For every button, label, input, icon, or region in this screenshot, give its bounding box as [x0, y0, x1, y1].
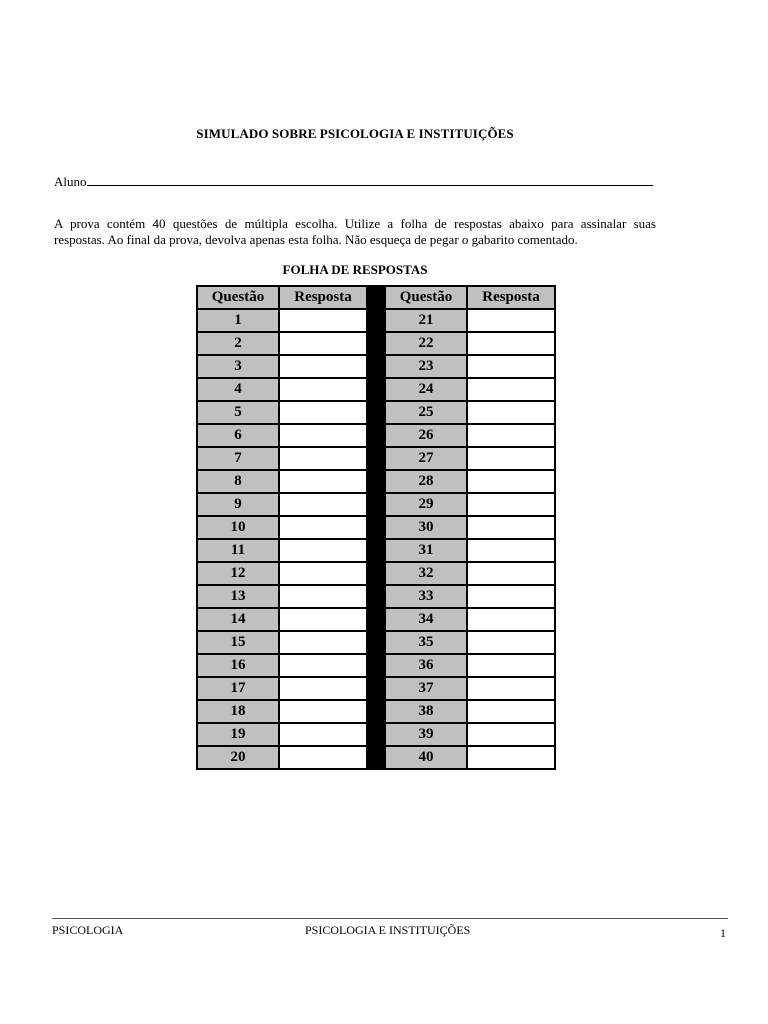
- question-number-cell: 6: [197, 424, 279, 447]
- question-number-cell: 25: [385, 401, 467, 424]
- table-row: [197, 608, 555, 631]
- question-number-cell: 11: [197, 539, 279, 562]
- column-separator: [367, 631, 385, 654]
- question-number-cell: 17: [197, 677, 279, 700]
- question-number-cell: 18: [197, 700, 279, 723]
- question-number-cell: 34: [385, 608, 467, 631]
- answer-cell[interactable]: [467, 332, 555, 355]
- answer-cell[interactable]: [467, 608, 555, 631]
- student-name-line[interactable]: [87, 173, 653, 186]
- question-number-cell: 40: [385, 746, 467, 769]
- instructions-line-1: A prova contém 40 questões de múltipla escolha. Utilize a folha de respostas abaixo para assinalar suas: [54, 216, 656, 231]
- column-separator: [367, 447, 385, 470]
- column-separator: [367, 562, 385, 585]
- question-number-cell: 32: [385, 562, 467, 585]
- question-number-cell: 29: [385, 493, 467, 516]
- answer-cell[interactable]: [279, 447, 367, 470]
- table-row: [197, 585, 555, 608]
- answer-cell[interactable]: [279, 562, 367, 585]
- answer-sheet-title: FOLHA DE RESPOSTAS: [282, 262, 428, 277]
- question-number-cell: 5: [197, 401, 279, 424]
- header-question-left: Questão: [197, 286, 279, 309]
- answer-cell[interactable]: [467, 700, 555, 723]
- table-row: [197, 355, 555, 378]
- answer-cell[interactable]: [467, 723, 555, 746]
- answer-cell[interactable]: [279, 539, 367, 562]
- table-row: [197, 677, 555, 700]
- answer-cell[interactable]: [279, 332, 367, 355]
- column-separator: [367, 654, 385, 677]
- answer-cell[interactable]: [279, 470, 367, 493]
- table-row: [197, 401, 555, 424]
- table-row: [197, 746, 555, 769]
- column-separator: [367, 700, 385, 723]
- answer-cell[interactable]: [467, 654, 555, 677]
- answer-cell[interactable]: [467, 447, 555, 470]
- question-number-cell: 36: [385, 654, 467, 677]
- answer-cell[interactable]: [279, 424, 367, 447]
- table-row: [197, 470, 555, 493]
- question-number-cell: 35: [385, 631, 467, 654]
- column-separator: [367, 585, 385, 608]
- question-number-cell: 33: [385, 585, 467, 608]
- answer-table-body: [197, 309, 555, 769]
- question-number-cell: 2: [197, 332, 279, 355]
- table-row: [197, 309, 555, 332]
- footer-left-text: PSICOLOGIA: [52, 923, 124, 937]
- answer-cell[interactable]: [467, 355, 555, 378]
- question-number-cell: 4: [197, 378, 279, 401]
- document-title: SIMULADO SOBRE PSICOLOGIA E INSTITUIÇÕES: [196, 126, 514, 141]
- table-row: [197, 631, 555, 654]
- question-number-cell: 10: [197, 516, 279, 539]
- table-row: [197, 516, 555, 539]
- answer-cell[interactable]: [279, 516, 367, 539]
- student-name-field[interactable]: [54, 173, 653, 190]
- table-row: [197, 539, 555, 562]
- page-number: 1: [720, 926, 726, 940]
- question-number-cell: 24: [385, 378, 467, 401]
- column-separator: [367, 539, 385, 562]
- question-number-cell: 39: [385, 723, 467, 746]
- answer-cell[interactable]: [467, 516, 555, 539]
- table-row: [197, 424, 555, 447]
- question-number-cell: 1: [197, 309, 279, 332]
- question-number-cell: 21: [385, 309, 467, 332]
- answer-cell[interactable]: [279, 723, 367, 746]
- answer-cell[interactable]: [467, 631, 555, 654]
- table-row: [197, 562, 555, 585]
- answer-table: [196, 285, 556, 770]
- question-number-cell: 8: [197, 470, 279, 493]
- question-number-cell: 26: [385, 424, 467, 447]
- table-row: [197, 447, 555, 470]
- column-separator: [367, 332, 385, 355]
- answer-cell[interactable]: [467, 677, 555, 700]
- answer-cell[interactable]: [279, 355, 367, 378]
- question-number-cell: 31: [385, 539, 467, 562]
- column-separator: [367, 677, 385, 700]
- answer-cell[interactable]: [279, 746, 367, 769]
- column-separator: [367, 309, 385, 332]
- footer-center-text: PSICOLOGIA E INSTITUIÇÕES: [305, 923, 471, 937]
- question-number-cell: 12: [197, 562, 279, 585]
- question-number-cell: 23: [385, 355, 467, 378]
- answer-cell[interactable]: [279, 585, 367, 608]
- answer-cell[interactable]: [467, 562, 555, 585]
- question-number-cell: 20: [197, 746, 279, 769]
- question-number-cell: 7: [197, 447, 279, 470]
- student-name-label: Aluno: [54, 174, 87, 189]
- column-separator: [367, 424, 385, 447]
- header-answer-left: Resposta: [279, 286, 367, 309]
- footer-divider: [52, 918, 728, 919]
- question-number-cell: 3: [197, 355, 279, 378]
- question-number-cell: 37: [385, 677, 467, 700]
- question-number-cell: 15: [197, 631, 279, 654]
- answer-cell[interactable]: [467, 585, 555, 608]
- column-separator: [367, 378, 385, 401]
- header-answer-right: Resposta: [467, 286, 555, 309]
- table-row: [197, 332, 555, 355]
- answer-cell[interactable]: [467, 493, 555, 516]
- answer-cell[interactable]: [279, 309, 367, 332]
- answer-cell[interactable]: [279, 700, 367, 723]
- question-number-cell: 22: [385, 332, 467, 355]
- answer-cell[interactable]: [467, 470, 555, 493]
- answer-cell[interactable]: [467, 309, 555, 332]
- answer-cell[interactable]: [279, 654, 367, 677]
- question-number-cell: 14: [197, 608, 279, 631]
- column-separator: [367, 470, 385, 493]
- question-number-cell: 16: [197, 654, 279, 677]
- table-row: [197, 493, 555, 516]
- column-separator: [367, 608, 385, 631]
- answer-cell[interactable]: [467, 539, 555, 562]
- answer-cell[interactable]: [279, 378, 367, 401]
- column-separator: [367, 746, 385, 769]
- column-separator: [367, 355, 385, 378]
- column-separator: [367, 516, 385, 539]
- table-row: [197, 378, 555, 401]
- column-separator: [367, 493, 385, 516]
- answer-cell[interactable]: [279, 493, 367, 516]
- answer-cell[interactable]: [467, 424, 555, 447]
- column-separator: [367, 723, 385, 746]
- table-row: [197, 654, 555, 677]
- question-number-cell: 9: [197, 493, 279, 516]
- answer-cell[interactable]: [279, 631, 367, 654]
- answer-table-header-row: [197, 286, 555, 309]
- column-separator: [367, 286, 385, 309]
- answer-cell[interactable]: [467, 401, 555, 424]
- question-number-cell: 28: [385, 470, 467, 493]
- answer-cell[interactable]: [279, 677, 367, 700]
- question-number-cell: 30: [385, 516, 467, 539]
- table-row: [197, 723, 555, 746]
- question-number-cell: 27: [385, 447, 467, 470]
- header-question-right: Questão: [385, 286, 467, 309]
- table-row: [197, 700, 555, 723]
- question-number-cell: 13: [197, 585, 279, 608]
- instructions-line-2: respostas. Ao final da prova, devolva apenas esta folha. Não esqueça de pegar o gabarito comentado.: [54, 232, 578, 247]
- answer-cell[interactable]: [279, 401, 367, 424]
- answer-cell[interactable]: [467, 746, 555, 769]
- instructions-paragraph: [54, 216, 656, 248]
- question-number-cell: 38: [385, 700, 467, 723]
- column-separator: [367, 401, 385, 424]
- answer-cell[interactable]: [467, 378, 555, 401]
- answer-cell[interactable]: [279, 608, 367, 631]
- question-number-cell: 19: [197, 723, 279, 746]
